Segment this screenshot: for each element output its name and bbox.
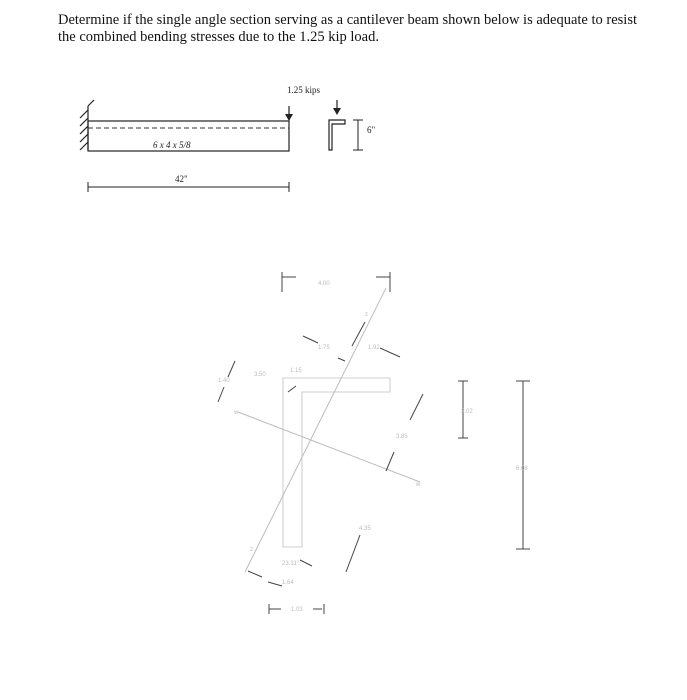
dim-angle: 23.31°	[282, 561, 300, 567]
dim-1-75: 1.75	[318, 345, 330, 351]
axis-w-left-label: w	[234, 410, 239, 416]
length-label: 42"	[175, 174, 188, 184]
fixed-support	[80, 100, 94, 150]
dim-3-85: 3.85	[396, 434, 408, 440]
length-dimension	[88, 182, 289, 192]
axis-w-right-label: w	[416, 482, 421, 488]
height-label: 6"	[367, 125, 376, 135]
principal-axes	[238, 288, 420, 572]
dim-1-92: 1.92	[368, 345, 380, 351]
question-line-2: the combined bending stresses due to the 1.25 kip load.	[58, 29, 379, 45]
dim-3-50: 3.50	[254, 372, 266, 378]
section-load-arrow	[333, 100, 341, 115]
end-load-arrow	[285, 106, 293, 121]
dim-2-02: 2.02	[461, 409, 473, 415]
dimension-lines	[218, 272, 530, 614]
question-line-1: Determine if the single angle section serving as a cantilever beam shown below is adequate to resist	[58, 12, 638, 28]
angle-icon	[329, 120, 345, 150]
section-label: 6 x 4 x 5/8	[153, 140, 191, 150]
dim-6-08: 6.08	[516, 466, 528, 472]
axis-z-top-label: z	[365, 312, 368, 318]
dim-1-40: 1.40	[218, 378, 230, 384]
dim-1-15: 1.15	[290, 368, 302, 374]
dim-1-64: 1.64	[282, 580, 294, 586]
dim-1-03: 1.03	[291, 607, 303, 613]
load-label: 1.25 kips	[287, 85, 321, 95]
dim-width: 4.00	[318, 281, 330, 287]
dim-4-35: 4.35	[359, 526, 371, 532]
axis-z-bottom-label: z	[250, 547, 253, 553]
axis-w	[238, 412, 420, 482]
height-dimension	[353, 120, 363, 150]
